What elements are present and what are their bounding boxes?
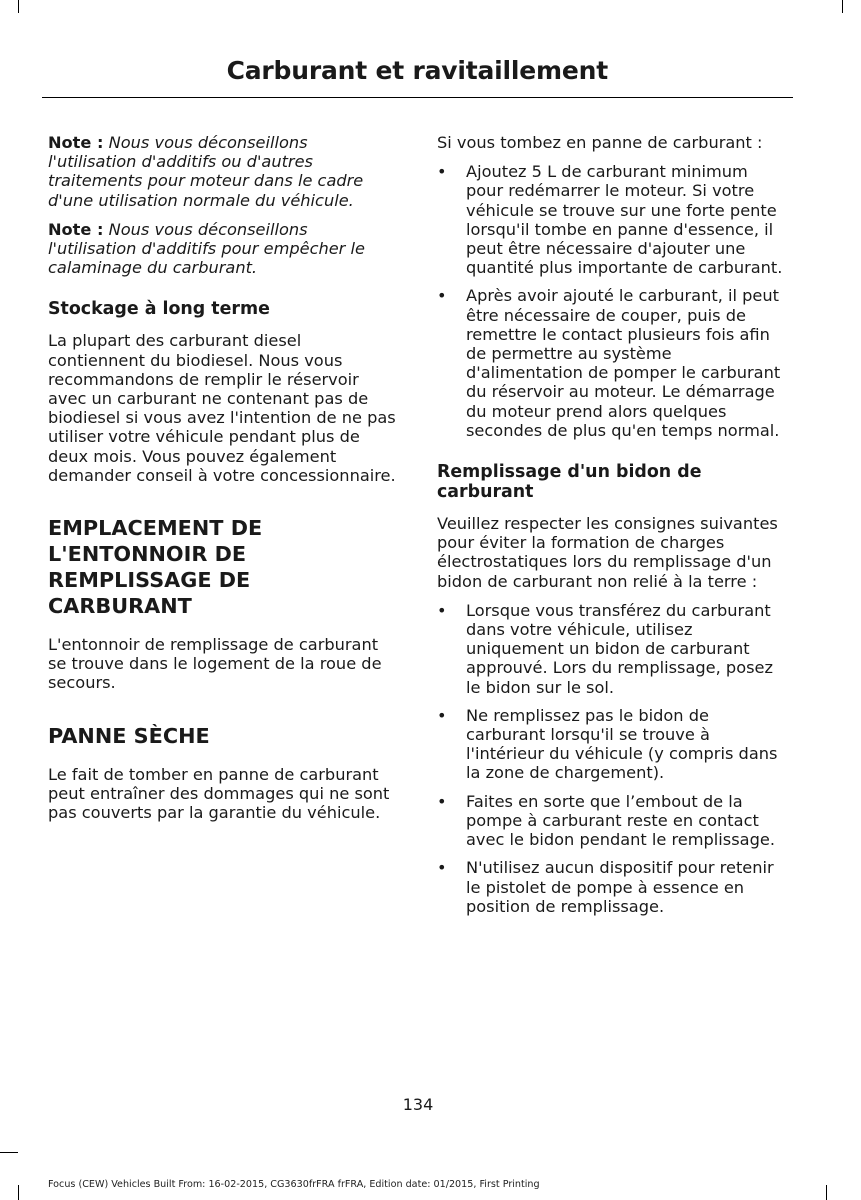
note-text: Nous vous déconseillons l'utilisation d'additifs pour empêcher le calaminage du carburant. <box>48 219 365 278</box>
note-text: Nous vous déconseillons l'utilisation d'additifs ou d'autres traitements pour moteur dans le cadre d'une utilisation normale du véhicule. <box>48 133 364 210</box>
empty-tank-list <box>437 162 789 440</box>
bullet-icon: • <box>437 600 447 620</box>
section-heading-container: Remplissage d'un bidon de carburant <box>437 462 702 503</box>
header-rule <box>42 97 793 98</box>
crop-mark-bottom-left <box>18 1185 19 1200</box>
list-item-text: Ne remplissez pas le bidon de carburant lorsqu'il se trouve à l'intérieur du véhicule (y compris dans la zone de chargement). <box>466 705 778 783</box>
left-column <box>48 133 400 832</box>
note-label: Note : <box>48 219 104 239</box>
section-heading-empty-tank: PANNE SÈCHE <box>48 723 210 748</box>
bullet-icon: • <box>437 858 447 878</box>
empty-tank-intro: Si vous tombez en panne de carburant : <box>437 133 763 152</box>
empty-tank-paragraph: Le fait de tomber en panne de carburant peut entraîner des dommages qui ne sont pas couverts par la garantie du véhicule. <box>48 764 390 823</box>
section-heading-storage: Stockage à long terme <box>48 299 270 320</box>
bullet-icon: • <box>437 162 447 182</box>
list-item-text: N'utilisez aucun dispositif pour retenir le pistolet de pompe à essence en position de remplissage. <box>466 858 774 916</box>
list-item-text: Après avoir ajouté le carburant, il peut être nécessaire de couper, puis de remettre le contact plusieurs fois afin de permettre au système d'alimentation de pomper le carburant du réservoir au moteur. Le démarrage du moteur prend alors quelques secondes de plus qu'en temps normal. <box>466 286 781 440</box>
crop-mark-bottom-right <box>826 1185 827 1200</box>
funnel-paragraph: L'entonnoir de remplissage de carburant se trouve dans le logement de la roue de secours. <box>48 635 382 693</box>
note-paragraph <box>48 133 400 210</box>
note-paragraph <box>48 220 400 278</box>
note-label: Note : <box>48 133 104 152</box>
right-column <box>437 133 789 926</box>
list-item <box>437 601 789 697</box>
list-item <box>437 286 789 440</box>
list-item <box>437 858 789 916</box>
storage-paragraph: La plupart des carburant diesel contiennent du biodiesel. Nous vous recommandons de remplir le réservoir avec un carburant ne contenant pas de biodiesel si vous avez l'intention de ne pas utiliser votre véhicule pendant plus de deux mois. Vous pouvez également demander conseil à votre concessionnaire. <box>48 331 396 485</box>
list-item-text: Lorsque vous transférez du carburant dans votre véhicule, utilisez uniquement un bidon de carburant approuvé. Lors du remplissage, posez le bidon sur le sol. <box>466 600 773 697</box>
bullet-icon: • <box>437 705 447 725</box>
crop-mark-top-right <box>842 0 843 13</box>
list-item <box>437 706 789 783</box>
bullet-icon: • <box>437 791 447 811</box>
page-title: Carburant et ravitaillement <box>226 56 608 85</box>
list-item <box>437 162 789 277</box>
container-list <box>437 601 789 916</box>
bullet-icon: • <box>437 286 447 306</box>
section-heading-funnel: EMPLACEMENT DE L'ENTONNOIR DE REMPLISSAGE DE CARBURANT <box>48 516 263 619</box>
page-number: 134 <box>402 1095 434 1114</box>
list-item-text: Faites en sorte que l’embout de la pompe à carburant reste en contact avec le bidon pendant le remplissage. <box>466 791 775 850</box>
trim-line-left <box>0 1152 18 1153</box>
list-item <box>437 792 789 850</box>
container-intro: Veuillez respecter les consignes suivantes pour éviter la formation de charges électrostatiques lors du remplissage d'un bidon de carburant non relié à la terre : <box>437 514 778 591</box>
footer-text: Focus (CEW) Vehicles Built From: 16-02-2015, CG3630frFRA frFRA, Edition date: 01/2015, First Printing <box>48 1179 540 1190</box>
crop-mark-top-left <box>18 0 19 13</box>
list-item-text: Ajoutez 5 L de carburant minimum pour redémarrer le moteur. Si votre véhicule se trouve sur une forte pente lorsqu'il tombe en panne d'essence, il peut être nécessaire d'ajouter une quantité plus importante de carburant. <box>466 162 783 278</box>
